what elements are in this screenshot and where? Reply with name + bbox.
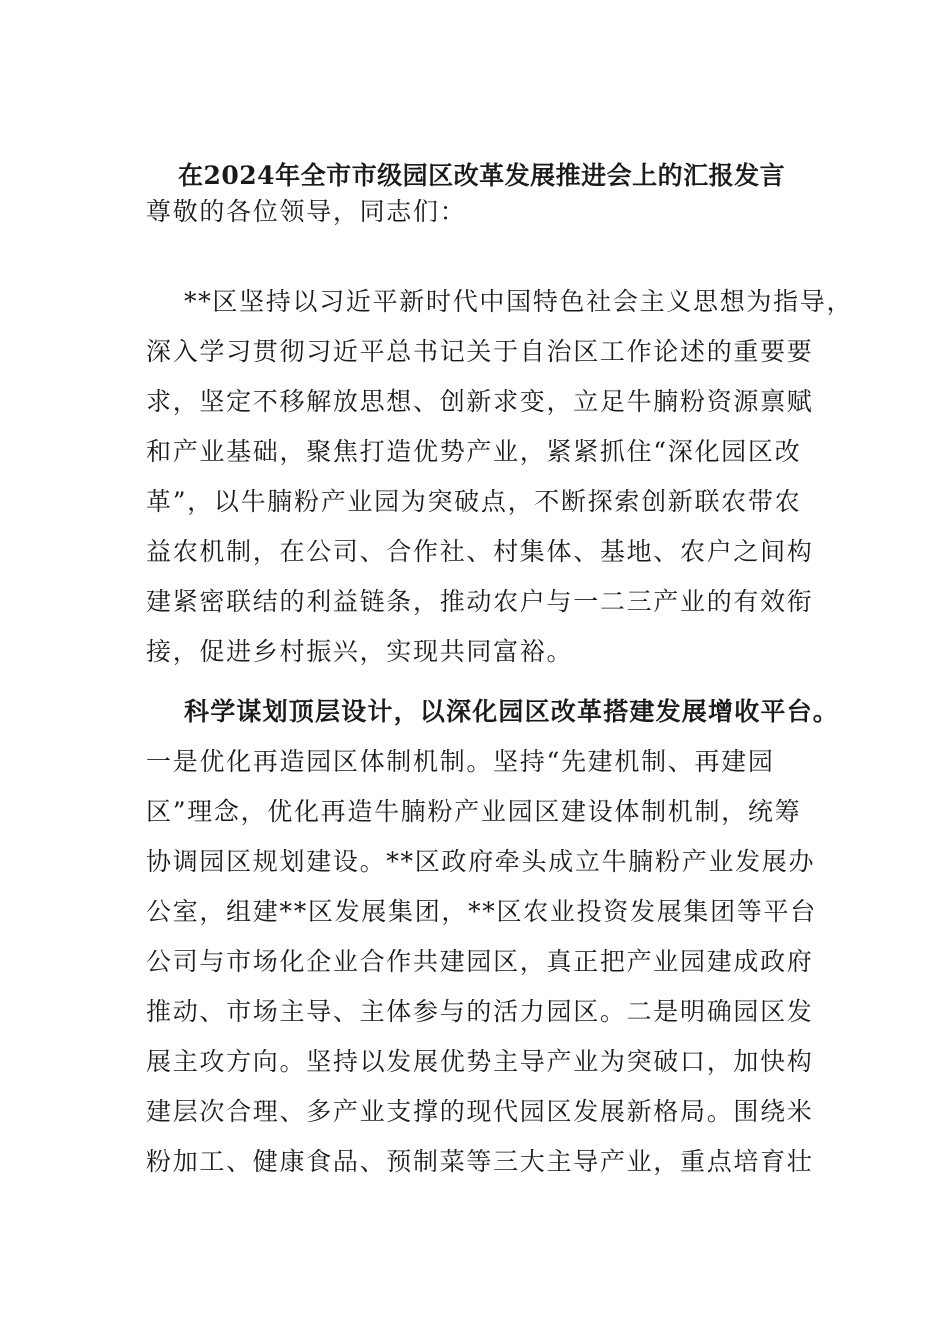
paragraph-line: 公司与市场化企业合作共建园区，真正把产业园建成政府 [146, 947, 814, 976]
paragraph-line: 粉加工、健康食品、预制菜等三大主导产业，重点培育壮 [146, 1147, 814, 1176]
paragraph-line: 展主攻方向。坚持以发展优势主导产业为突破口，加快构 [146, 1047, 814, 1076]
paragraph-line: 深入学习贯彻习近平总书记关于自治区工作论述的重要要 [146, 337, 814, 366]
section-heading: 科学谋划顶层设计，以深化园区改革搭建发展增收平台。 [184, 697, 840, 726]
paragraph-line: **区坚持以习近平新时代中国特色社会主义思想为指导， [184, 287, 854, 316]
paragraph-line: 区”理念，优化再造牛腩粉产业园区建设体制机制，统筹 [146, 797, 802, 826]
paragraph-line: 协调园区规划建设。**区政府牵头成立牛腩粉产业发展办 [146, 847, 816, 876]
paragraph-line: 推动、市场主导、主体参与的活力园区。二是明确园区发 [146, 997, 814, 1026]
paragraph-line: 建紧密联结的利益链条，推动农户与一二三产业的有效衔 [146, 587, 814, 616]
paragraph-line: 益农机制，在公司、合作社、村集体、基地、农户之间构 [146, 537, 814, 566]
salutation: 尊敬的各位领导，同志们： [146, 197, 467, 226]
paragraph-line: 一是优化再造园区体制机制。坚持“先建机制、再建园 [146, 747, 775, 776]
paragraph-line: 建层次合理、多产业支撑的现代园区发展新格局。围绕米 [146, 1097, 814, 1126]
paragraph-line: 和产业基础，聚焦打造优势产业，紧紧抓住“深化园区改 [146, 437, 802, 466]
document-title: 在2024年全市市级园区改革发展推进会上的汇报发言 [178, 161, 786, 190]
paragraph-line: 求，坚定不移解放思想、创新求变，立足牛腩粉资源禀赋 [146, 387, 814, 416]
paragraph-line: 革”，以牛腩粉产业园为突破点，不断探索创新联农带农 [146, 487, 802, 516]
paragraph-line: 公室，组建**区发展集团，**区农业投资发展集团等平台 [146, 897, 817, 926]
paragraph-line: 接，促进乡村振兴，实现共同富裕。 [146, 637, 574, 666]
